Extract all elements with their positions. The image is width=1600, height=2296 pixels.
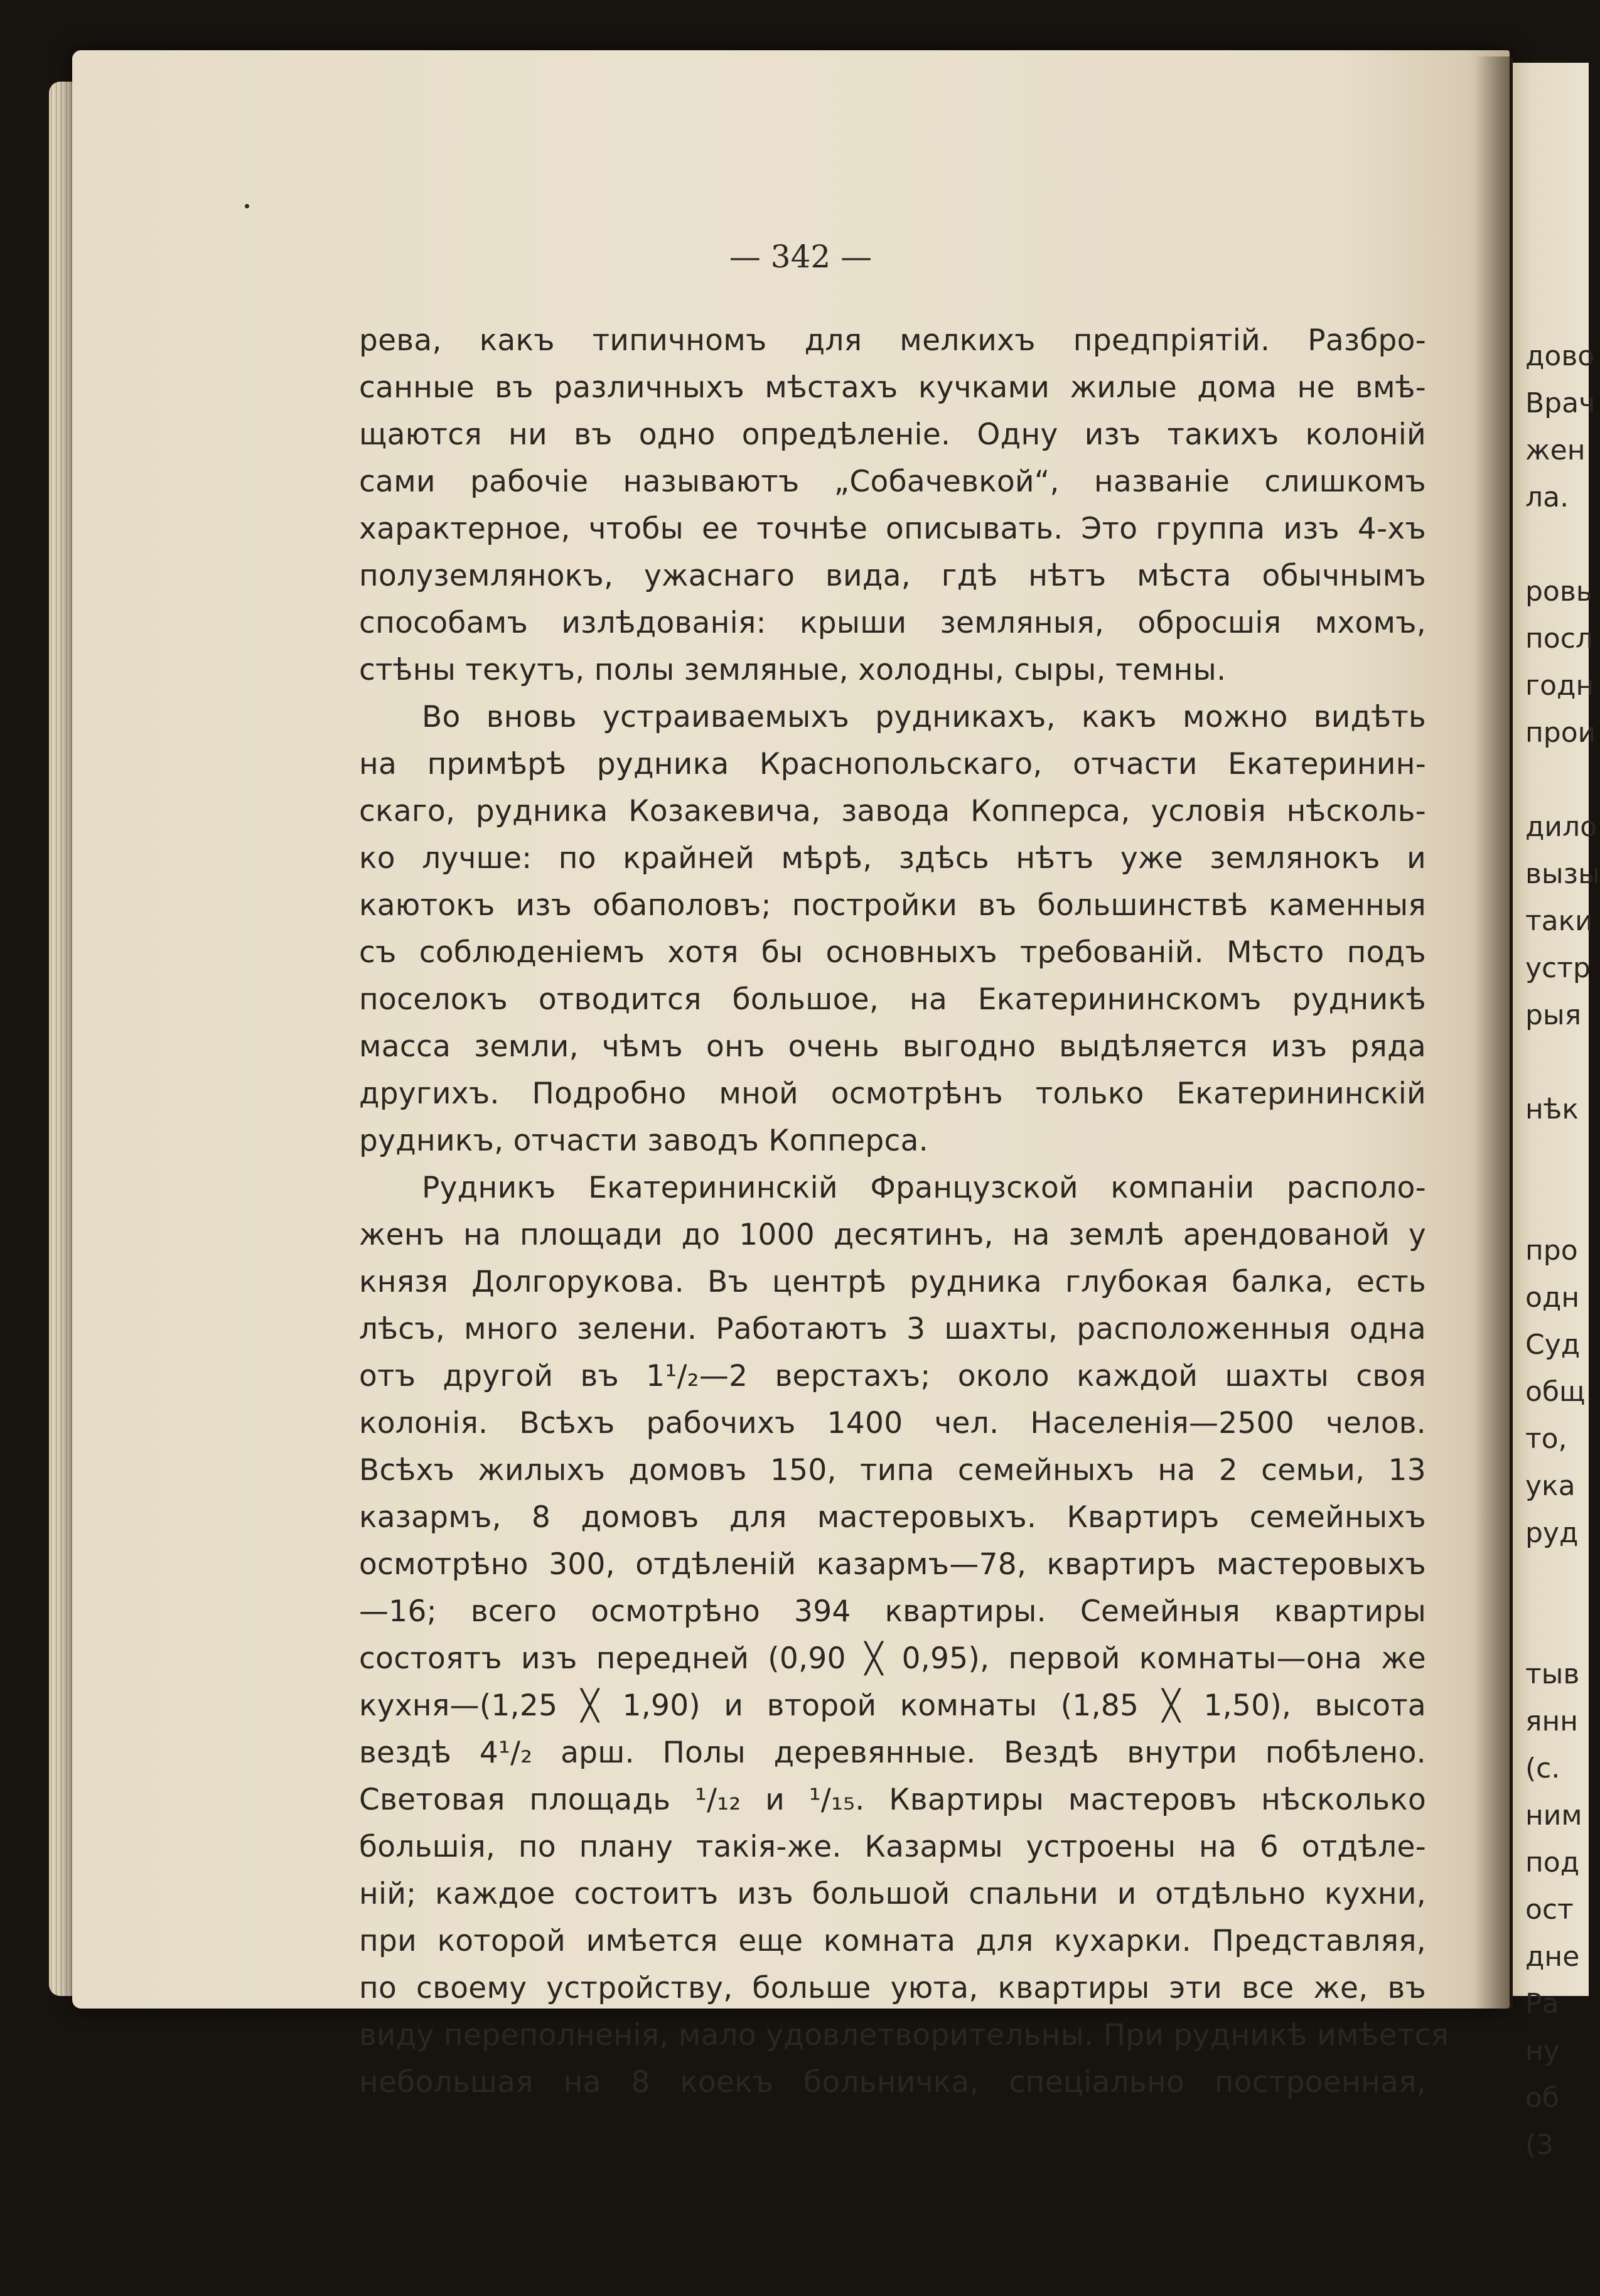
text-line: лѣсъ, много зелени. Работаютъ 3 шахты, расположенныя одна: [359, 1312, 1426, 1346]
text-line: вездѣ 4¹/₂ арш. Полы деревянные. Вездѣ внутри побѣлено.: [359, 1735, 1426, 1770]
right-page-line: прои: [1525, 717, 1596, 749]
text-line: Во вновь устраиваемыхъ рудникахъ, какъ можно видѣть: [422, 700, 1426, 734]
ink-spot: [245, 204, 249, 208]
right-page-line: общ: [1525, 1376, 1586, 1408]
right-page-line: жен: [1525, 434, 1586, 466]
right-page-line: [1525, 756, 1589, 803]
right-page-line: дило: [1525, 811, 1597, 843]
right-page-line: устр: [1525, 952, 1591, 984]
body-text: [359, 317, 1449, 2106]
text-line: казармъ, 8 домовъ для мастеровыхъ. Квартиръ семейныхъ: [359, 1500, 1426, 1535]
right-page-line: таки: [1525, 905, 1593, 937]
right-page-line: Суд: [1525, 1329, 1581, 1361]
text-line: Световая площадь ¹/₁₂ и ¹/₁₅. Квартиры мастеровъ нѣсколько: [359, 1783, 1426, 1817]
text-line: по своему устройству, больше уюта, квартиры эти все же, въ: [359, 1971, 1426, 2005]
right-page-line: [1525, 521, 1589, 568]
right-page-line: ла.: [1525, 481, 1569, 513]
right-page-line: годн: [1525, 670, 1594, 702]
text-line: стѣны текутъ, полы земляные, холодны, сыры, темны.: [359, 653, 1227, 687]
text-line: Рудникъ Екатерининскій Французской компаніи располо-: [422, 1171, 1426, 1205]
page-number-text: — 342 —: [729, 239, 872, 275]
right-page-line: то,: [1525, 1423, 1567, 1455]
right-page-line: ним: [1525, 1800, 1582, 1832]
right-page-line: ука: [1525, 1470, 1576, 1502]
right-page-line: дово: [1525, 340, 1595, 372]
right-page-line: янн: [1525, 1705, 1579, 1737]
text-line: Всѣхъ жилыхъ домовъ 150, типа семейныхъ на 2 семьи, 13: [359, 1453, 1426, 1488]
text-line: скаго, рудника Козакевича, завода Копперса, условія нѣсколь-: [359, 794, 1426, 829]
page-number: [0, 239, 1589, 275]
text-line: небольшая на 8 коекъ больничка, спеціально построенная,: [359, 2065, 1426, 2100]
right-page-line: ну: [1525, 2035, 1560, 2067]
text-line: осмотрѣно 300, отдѣленій казармъ—78, квартиръ мастеровыхъ: [359, 1547, 1426, 1582]
book-gutter: [1475, 56, 1513, 2009]
right-page-line: (с.: [1525, 1752, 1560, 1784]
text-line: состоятъ изъ передней (0,90 ╳ 0,95), первой комнаты—она же: [359, 1641, 1426, 1676]
right-page-line: тыв: [1525, 1658, 1580, 1690]
text-line: женъ на площади до 1000 десятинъ, на землѣ арендованой у: [359, 1218, 1426, 1252]
text-line: другихъ. Подробно мной осмотрѣнъ только Екатерининскій: [359, 1076, 1426, 1111]
text-line: рудникъ, отчасти заводъ Копперса.: [359, 1124, 929, 1158]
right-page-line: руд: [1525, 1517, 1579, 1549]
text-line: колонія. Всѣхъ рабочихъ 1400 чел. Населенія—2500 челов.: [359, 1406, 1426, 1440]
text-line: ній; каждое состоитъ изъ большой спальни и отдѣльно кухни,: [359, 1877, 1426, 1911]
right-page-line: ровь: [1525, 576, 1592, 608]
right-page-line: Ра: [1525, 1988, 1559, 2020]
right-page-line: [1525, 1039, 1589, 1086]
text-line: сами рабочіе называютъ „Собачевкой“, названіе слишкомъ: [359, 464, 1426, 499]
text-line: каютокъ изъ обаполовъ; постройки въ большинствѣ каменныя: [359, 888, 1426, 923]
right-page-text: [1525, 333, 1600, 2169]
text-line: ко лучше: по крайней мѣрѣ, здѣсь нѣтъ уже землянокъ и: [359, 841, 1426, 876]
right-page-line: Врач: [1525, 387, 1596, 419]
right-page-line: про: [1525, 1235, 1578, 1267]
text-line: масса земли, чѣмъ онъ очень выгодно выдѣляется изъ ряда: [359, 1029, 1426, 1064]
text-line: щаются ни въ одно опредѣленіе. Одну изъ такихъ колоній: [359, 417, 1426, 452]
text-line: съ соблюденіемъ хотя бы основныхъ требованій. Мѣсто подъ: [359, 935, 1426, 970]
right-page-line: [1525, 1604, 1589, 1651]
text-line: отъ другой въ 1¹/₂—2 верстахъ; около каждой шахты своя: [359, 1359, 1426, 1393]
text-line: князя Долгорукова. Въ центрѣ рудника глубокая балка, есть: [359, 1265, 1426, 1299]
text-line: на примѣрѣ рудника Краснопольскаго, отчасти Екатеринин-: [359, 747, 1426, 781]
text-line: способамъ излѣдованія: крыши земляныя, обросшія мхомъ,: [359, 606, 1426, 640]
text-line: полуземлянокъ, ужаснаго вида, гдѣ нѣтъ мѣста обычнымъ: [359, 559, 1426, 593]
right-page-line: (3: [1525, 2129, 1554, 2161]
right-page-line: [1525, 1557, 1589, 1604]
right-page-line: рыя: [1525, 999, 1582, 1031]
right-page-line: вызы: [1525, 858, 1600, 890]
text-line: при которой имѣется еще комната для кухарки. Представляя,: [359, 1924, 1426, 1958]
text-line: рева, какъ типичномъ для мелкихъ предпріятій. Разбро-: [359, 323, 1426, 358]
right-page-line: одн: [1525, 1282, 1580, 1314]
right-page-line: под: [1525, 1847, 1580, 1879]
right-page-line: [1525, 1133, 1589, 1180]
right-page-line: об: [1525, 2082, 1560, 2114]
right-page-line: [1525, 1180, 1589, 1227]
text-line: поселокъ отводится большое, на Екатерининскомъ рудникѣ: [359, 982, 1426, 1017]
text-line: кухня—(1,25 ╳ 1,90) и второй комнаты (1,85 ╳ 1,50), высота: [359, 1688, 1426, 1723]
right-page-line: нѣк: [1525, 1093, 1579, 1125]
text-line: —16; всего осмотрѣно 394 квартиры. Семейныя квартиры: [359, 1594, 1426, 1629]
text-line: большія, по плану такія-же. Казармы устроены на 6 отдѣле-: [359, 1830, 1426, 1864]
right-page-line: дне: [1525, 1941, 1580, 1973]
right-page-line: ост: [1525, 1894, 1574, 1926]
right-page-line: посл: [1525, 623, 1594, 655]
text-line: санные въ различныхъ мѣстахъ кучками жилые дома не вмѣ-: [359, 370, 1426, 405]
text-line: характерное, чтобы ее точнѣе описывать. Это группа изъ 4-хъ: [359, 512, 1426, 546]
text-line: виду переполненія, мало удовлетворительны. При рудникѣ имѣется: [359, 2018, 1449, 2052]
